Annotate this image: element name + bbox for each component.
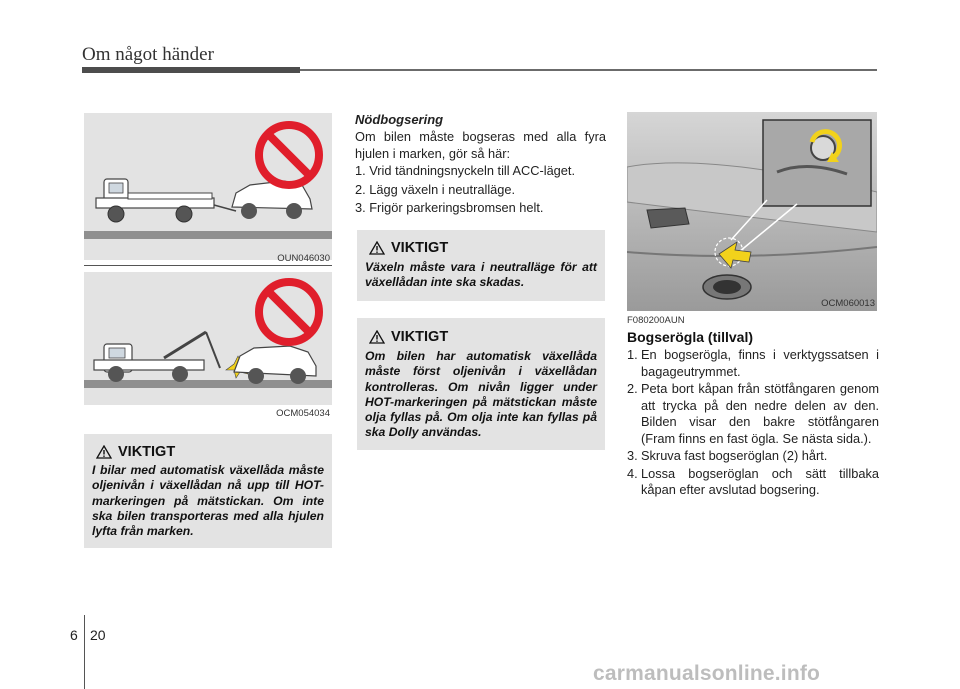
warning-heading	[369, 240, 448, 256]
warning-heading	[96, 444, 175, 460]
list-item	[627, 347, 879, 380]
wheel-lift-tow-illustration	[84, 272, 332, 405]
list-number: 4.	[627, 465, 638, 481]
warning-icon	[369, 241, 385, 255]
list-text: Lossa bogseröglan och sätt tillbaka kåpan efter avslutad bogsering.	[641, 465, 879, 497]
header-bar	[82, 67, 300, 73]
intro-text: Om bilen måste bogseras med alla fyra hjulen i marken, gör så här:	[355, 129, 606, 161]
flatbed-tow-illustration	[84, 113, 332, 260]
warning-icon	[96, 445, 112, 459]
warning-title: VIKTIGT	[391, 240, 449, 256]
list-text: En bogserögla, finns i verktygssatsen i bagageutrymmet.	[641, 347, 879, 379]
instruction-list	[627, 347, 879, 499]
tow-hook-illustration	[627, 112, 877, 311]
list-text: Peta bort kåpan från stötfångaren genom att trycka på den nedre delen av den. Bilden visar den bakre stötfångaren (Fram finns en fast ögla. Se nästa sida.).	[641, 381, 879, 446]
page-number: 20	[90, 627, 106, 643]
image-label: OCM060013	[821, 298, 875, 309]
step-item: 3. Frigör parkeringsbromsen helt.	[355, 200, 544, 215]
section-heading: Nödbogsering	[355, 112, 444, 127]
section-heading: Bogserögla (tillval)	[627, 329, 754, 345]
list-number: 3.	[627, 448, 638, 463]
warning-title: VIKTIGT	[391, 329, 449, 345]
step-item: 1. Vrid tändningsnyckeln till ACC-läget.	[355, 163, 576, 178]
step-item: 2. Lägg växeln i neutralläge.	[355, 181, 516, 197]
warning-text: Om bilen har automatisk växellåda måste först oljenivån i växellådan kontrolleras. Om nivån ligger under HOT-markeringen på mätstickan måste olja fyllas på. Om olja inte kan fyllas på ska Dolly användas.	[365, 349, 597, 440]
warning-box	[357, 230, 605, 301]
warning-icon	[369, 330, 385, 344]
warning-heading	[369, 329, 448, 345]
warning-box	[357, 318, 605, 450]
warning-title: VIKTIGT	[118, 444, 176, 460]
warning-box	[84, 434, 332, 548]
image-label: OCM054034	[276, 408, 330, 419]
header-rule	[300, 69, 877, 71]
section-code: F080200AUN	[627, 315, 685, 326]
warning-text: I bilar med automatisk växellåda måste oljenivån i växellådan nå upp till HOT-markeringen på mätstickan. Om inte ska bilen transporteras med alla hjulen lyfta från marken.	[92, 463, 324, 539]
divider	[84, 265, 332, 266]
list-number: 2.	[627, 381, 638, 396]
image-label: OUN046030	[277, 253, 330, 264]
list-number: 1.	[627, 347, 638, 362]
page-header-title: Om något händer	[82, 44, 214, 65]
warning-text: Växeln måste vara i neutralläge för att växellådan inte ska skadas.	[365, 260, 597, 290]
list-item	[627, 466, 879, 499]
list-item	[627, 381, 879, 447]
watermark: carmanualsonline.info	[593, 662, 821, 685]
section-number: 6	[70, 627, 78, 643]
list-text: Skruva fast bogseröglan (2) hårt.	[641, 448, 828, 463]
step-list	[355, 163, 606, 217]
footer-divider	[84, 615, 85, 689]
list-item	[627, 448, 879, 465]
